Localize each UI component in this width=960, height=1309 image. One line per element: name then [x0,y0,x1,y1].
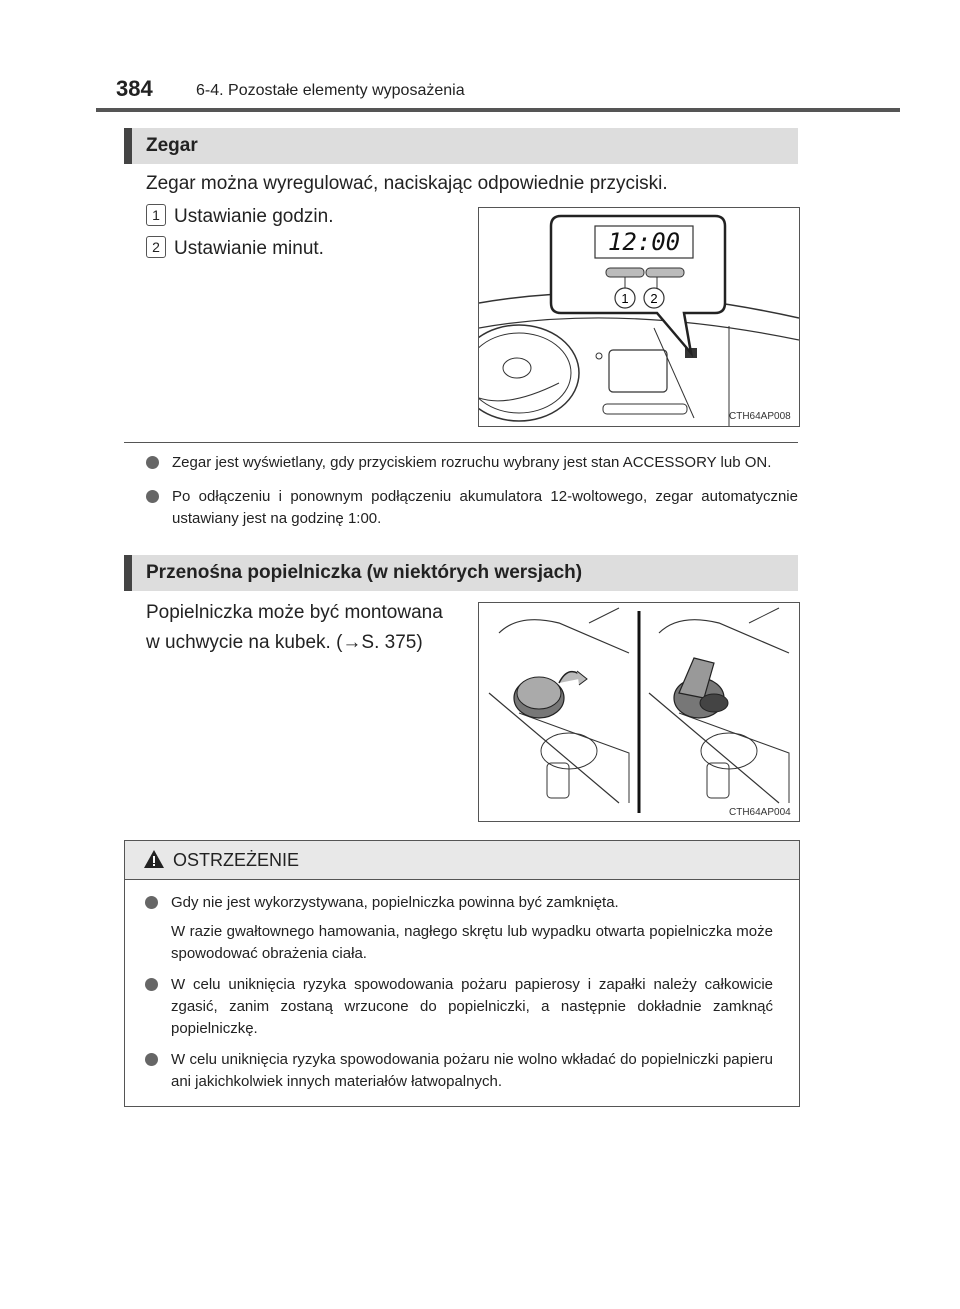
clock-intro: Zegar można wyregulować, naciskając odpowiednie przyciski. [146,173,668,194]
warning-subtext: W razie gwałtownego hamowania, nagłego skrętu lub wypadku otwarta popielniczka może spowodować obrażenia ciała. [171,923,773,962]
header-rule [96,108,900,112]
section-title-ashtray: Przenośna popielniczka (w niektórych wersjach) [146,562,583,583]
figure-code: CTH64AP004 [729,807,791,818]
section-accent [124,128,132,164]
ashtray-text-line: Popielniczka może być montowana [146,602,443,623]
warning-text: W celu uniknięcia ryzyka spowodowania pożaru papierosy i zapałki należy całkowicie zgasić, zanim zostaną wrzucone do popielniczki, a następnie dokładnie zamknąć popielniczkę. [171,976,773,1037]
page-number: 384 [116,76,153,101]
warning-box [124,840,800,1107]
note-text: Po odłączeniu i ponownym podłączeniu akumulatora 12-woltowego, zegar automatycznie ustawiany jest na godzinę 1:00. [172,488,798,527]
step-label: Ustawianie minut. [174,238,324,260]
callout-2: 2 [650,291,658,306]
ashtray-illustration [478,602,800,822]
step-number: 1 [146,204,166,226]
callout-1: 1 [621,291,629,306]
step-number: 2 [146,236,166,258]
section-accent [124,555,132,591]
clock-illustration [478,207,800,427]
ashtray-text-line: w uchwycie na kubek. (→S. 375) [146,632,423,653]
warning-icon [143,849,165,869]
bullet-icon [145,896,158,909]
bullet-icon [145,1053,158,1066]
ashtray-description [146,598,443,658]
list-item [145,974,773,1040]
section-divider [124,442,798,443]
dashboard-drawing [479,208,799,426]
clock-notes [146,452,798,542]
bullet-icon [146,490,159,503]
clock-display-time: 12:00 [607,228,681,256]
step-label: Ustawianie godzin. [174,206,334,228]
warning-body [125,880,799,1093]
step-1 [146,206,333,228]
step-2 [146,238,324,260]
list-item [145,892,773,914]
figure-code: CTH64AP008 [729,411,791,422]
warning-header [125,841,799,880]
list-item [146,486,798,530]
warning-text: Gdy nie jest wykorzystywana, popielniczka powinna być zamknięta. [171,894,619,911]
section-header-clock [124,128,798,164]
ashtray-drawing [479,603,799,821]
warning-text: W celu uniknięcia ryzyka spowodowania pożaru nie wolno wkładać do popielniczki papieru ani jakichkolwiek innych materiałów łatwopalnych. [171,1051,773,1090]
warning-title: OSTRZEŻENIE [173,850,300,870]
section-title-clock: Zegar [146,135,198,156]
note-text: Zegar jest wyświetlany, gdy przyciskiem rozruchu wybrany jest stan ACCESSORY lub ON. [172,454,772,471]
bullet-icon [145,978,158,991]
bullet-icon [146,456,159,469]
chapter-title: 6-4. Pozostałe elementy wyposażenia [196,82,465,99]
list-item [146,452,798,474]
list-item [145,1049,773,1093]
section-header-ashtray [124,555,798,591]
